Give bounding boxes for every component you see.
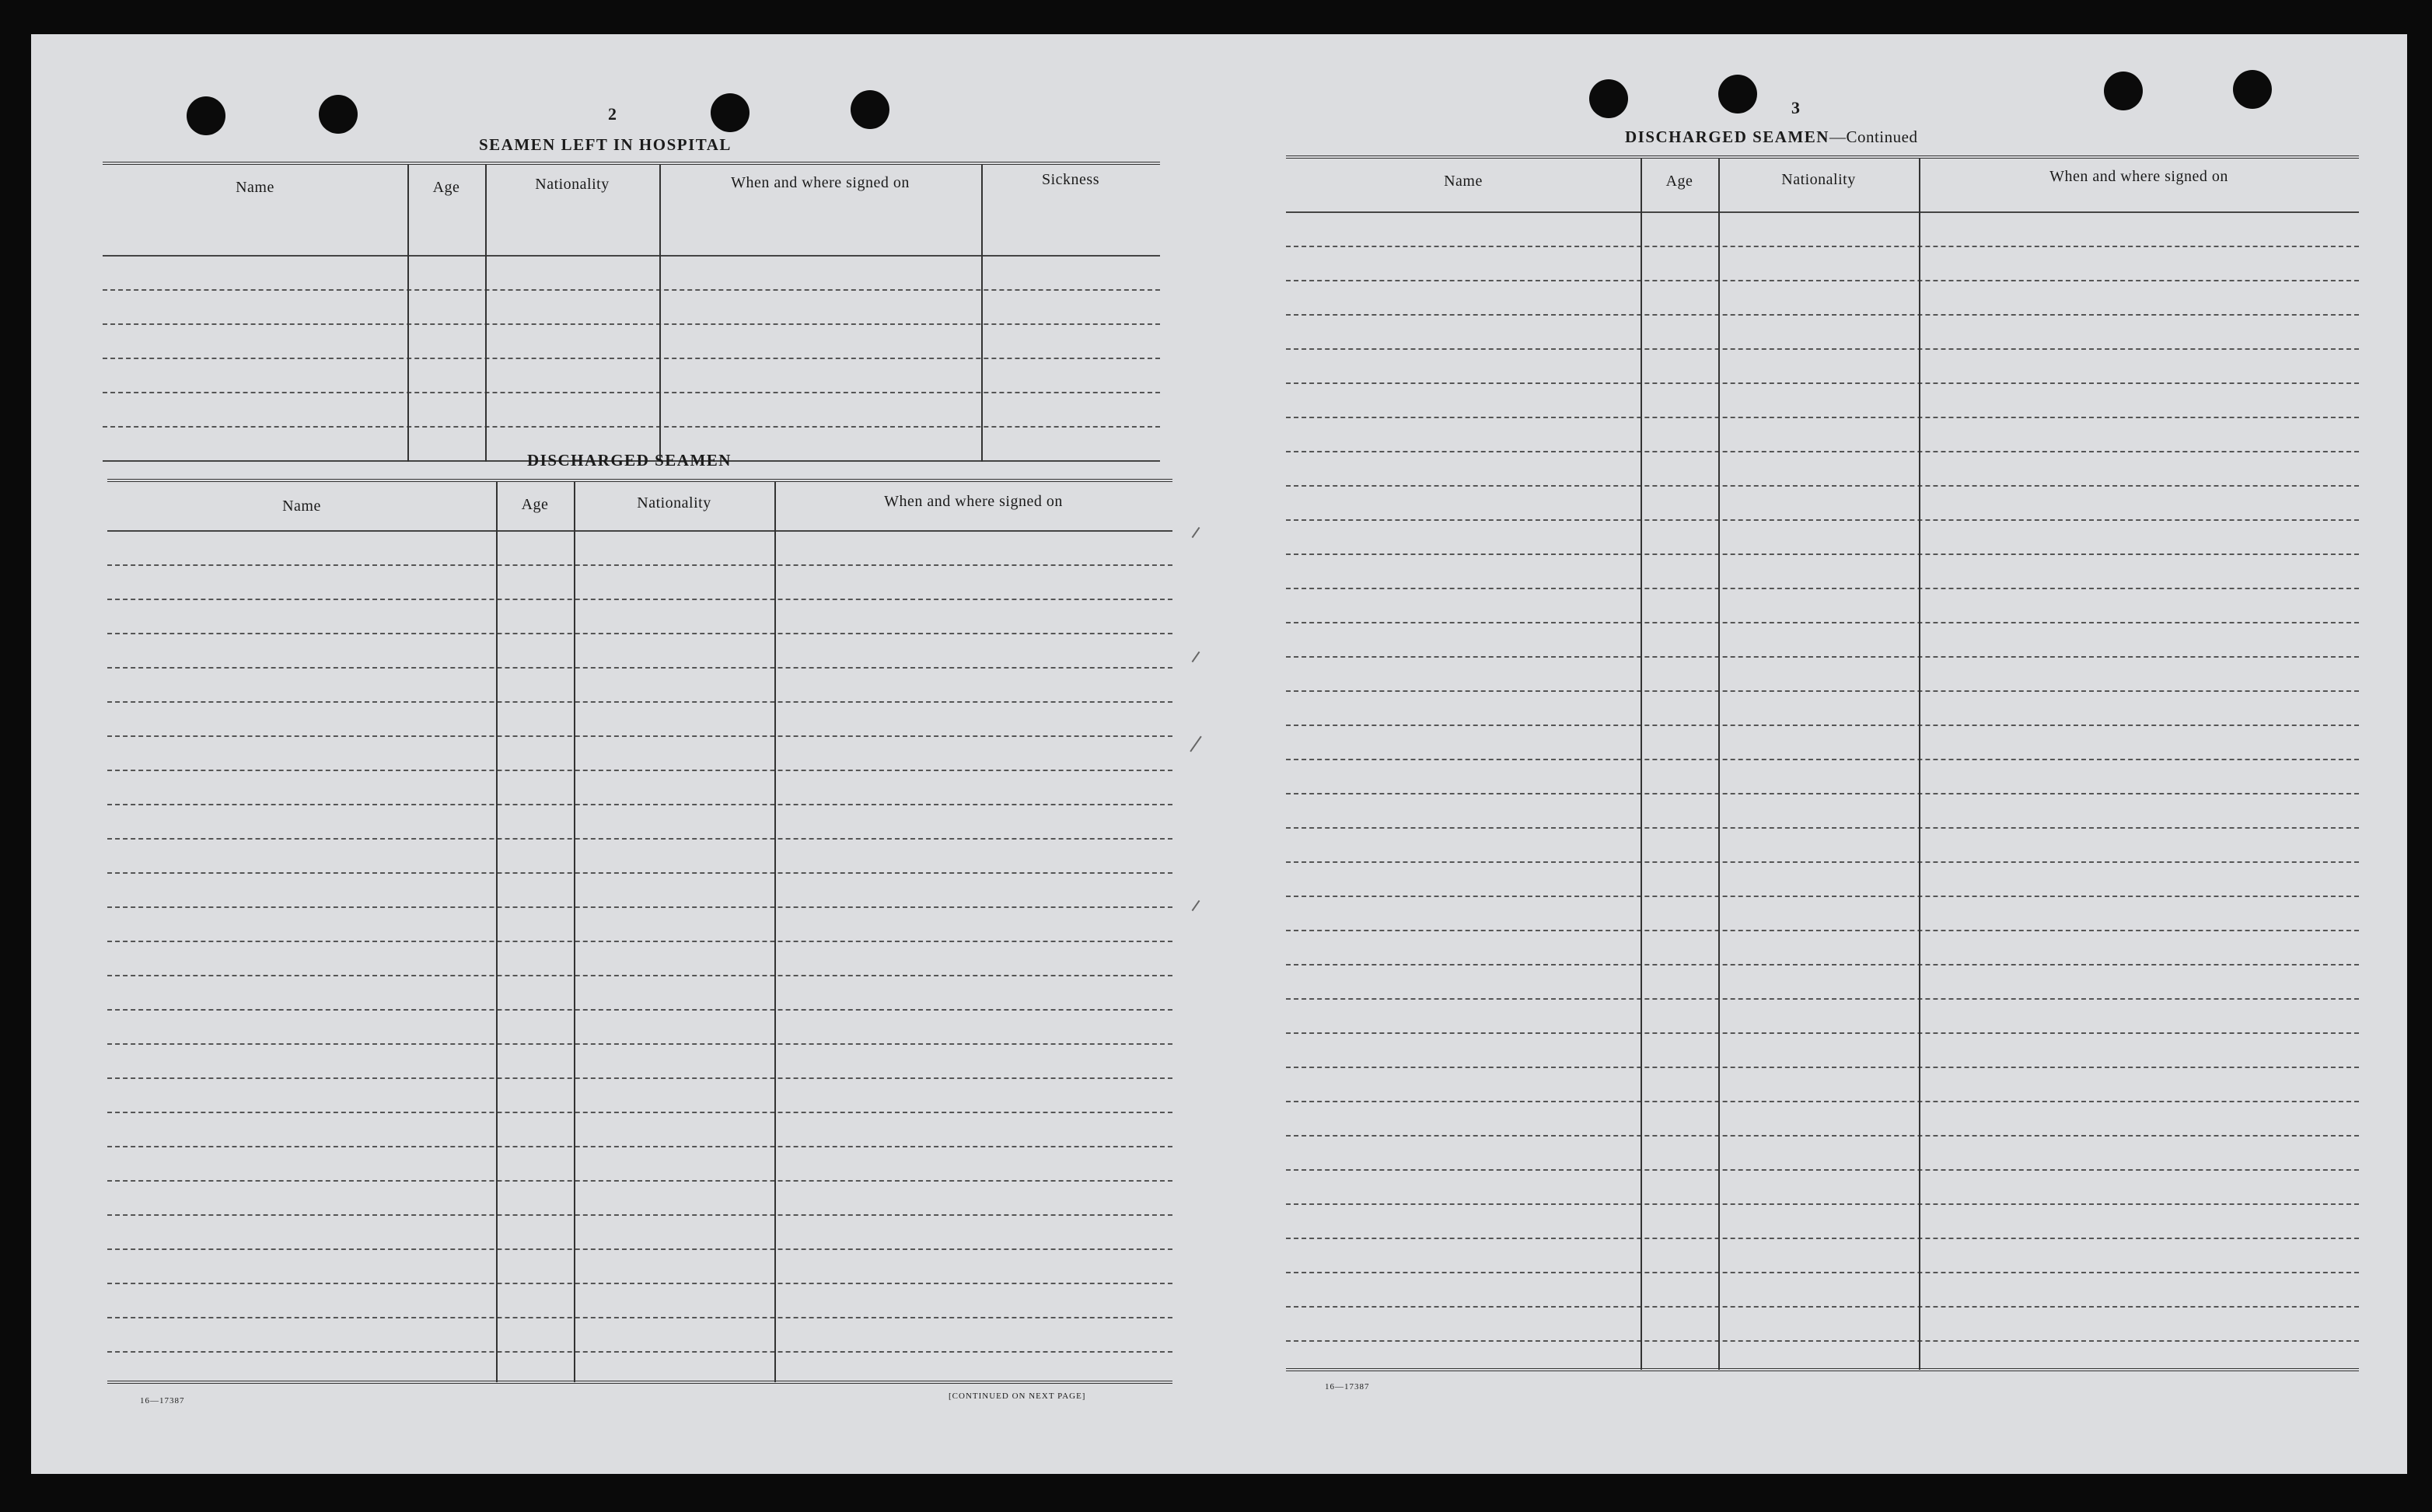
table-row-rule — [103, 392, 1160, 393]
table-row-rule — [107, 1043, 1172, 1045]
table-row-rule — [107, 701, 1172, 703]
table-row-rule — [1286, 1272, 2359, 1273]
fold-mark — [1192, 651, 1200, 662]
table-row-rule — [103, 289, 1160, 291]
column-header-name: Name — [282, 498, 321, 515]
table-row-rule — [107, 667, 1172, 669]
table-row-rule — [1286, 1032, 2359, 1034]
table-row-rule — [1286, 793, 2359, 794]
table-top-rule — [1286, 155, 2359, 159]
table-row-rule — [103, 426, 1160, 428]
column-header-nationality: Nationality — [535, 176, 610, 193]
table-row-rule — [107, 1351, 1172, 1353]
table-row-rule — [107, 1009, 1172, 1011]
table-row-rule — [107, 1317, 1172, 1318]
table-row-rule — [1286, 827, 2359, 829]
table-header-rule — [107, 530, 1172, 532]
table-row-rule — [103, 358, 1160, 359]
table-row-rule — [107, 941, 1172, 942]
table-bottom-rule — [1286, 1368, 2359, 1371]
table-row-rule — [1286, 622, 2359, 623]
table-header-rule — [1286, 211, 2359, 213]
table-row-rule — [107, 735, 1172, 737]
punch-hole — [187, 96, 225, 135]
table-row-rule — [107, 633, 1172, 634]
punch-hole — [2233, 70, 2272, 109]
fold-mark — [1192, 527, 1200, 538]
table-row-rule — [1286, 417, 2359, 418]
table-row-rule — [107, 1283, 1172, 1284]
table-row-rule — [1286, 451, 2359, 452]
table-row-rule — [1286, 690, 2359, 692]
table-row-rule — [107, 804, 1172, 805]
table-row-rule — [107, 906, 1172, 908]
table-row-rule — [107, 872, 1172, 874]
ledger-sheet — [31, 34, 2407, 1474]
discharged-table-right — [1286, 155, 2359, 1373]
punch-hole — [319, 95, 358, 134]
hospital-section-title: SEAMEN LEFT IN HOSPITAL — [479, 135, 732, 154]
column-header-sickness: Sickness — [1042, 171, 1099, 188]
column-divider — [1641, 159, 1642, 1370]
fold-mark — [1190, 736, 1201, 753]
table-row-rule — [1286, 1135, 2359, 1137]
table-row-rule — [107, 1146, 1172, 1147]
discharged-table-left — [107, 479, 1172, 1385]
hospital-table — [103, 162, 1160, 465]
continued-note: [CONTINUED ON NEXT PAGE] — [949, 1392, 1086, 1401]
table-row-rule — [1286, 280, 2359, 281]
table-row-rule — [1286, 1340, 2359, 1342]
table-row-rule — [107, 564, 1172, 566]
table-row-rule — [107, 1112, 1172, 1113]
fold-mark — [1192, 900, 1200, 911]
right-section-title — [1625, 127, 1917, 147]
column-header-name: Name — [236, 179, 274, 196]
column-header-name: Name — [1444, 173, 1483, 190]
table-row-rule — [1286, 861, 2359, 863]
table-row-rule — [1286, 759, 2359, 760]
column-header-signed-on: When and where signed on — [2049, 168, 2228, 185]
table-row-rule — [107, 770, 1172, 771]
column-header-age: Age — [521, 496, 549, 513]
right-title-main: DISCHARGED SEAMEN — [1625, 127, 1829, 146]
column-header-age: Age — [1665, 173, 1693, 190]
punch-hole — [851, 90, 889, 129]
table-row-rule — [1286, 1169, 2359, 1171]
column-header-age: Age — [432, 179, 460, 196]
table-top-rule — [103, 162, 1160, 165]
table-row-rule — [1286, 896, 2359, 897]
table-row-rule — [103, 323, 1160, 325]
column-header-signed-on: When and where signed on — [884, 493, 1063, 510]
column-divider — [981, 165, 983, 462]
column-divider — [407, 165, 409, 462]
discharged-section-title: DISCHARGED SEAMEN — [527, 451, 732, 470]
table-row-rule — [1286, 348, 2359, 350]
table-row-rule — [107, 838, 1172, 840]
punch-hole — [1718, 75, 1757, 113]
right-form-number: 16—17387 — [1325, 1382, 1370, 1392]
left-form-number: 16—17387 — [140, 1396, 185, 1405]
column-divider — [496, 482, 498, 1382]
column-header-signed-on: When and where signed on — [731, 174, 910, 191]
table-row-rule — [1286, 964, 2359, 966]
table-row-rule — [1286, 930, 2359, 931]
table-row-rule — [107, 1248, 1172, 1250]
table-row-rule — [1286, 519, 2359, 521]
table-row-rule — [1286, 1238, 2359, 1239]
table-row-rule — [1286, 725, 2359, 726]
table-top-rule — [107, 479, 1172, 482]
table-row-rule — [107, 1180, 1172, 1182]
table-row-rule — [107, 1077, 1172, 1079]
column-divider — [1718, 159, 1720, 1370]
table-row-rule — [1286, 1101, 2359, 1102]
table-row-rule — [1286, 382, 2359, 384]
table-row-rule — [1286, 1203, 2359, 1205]
table-row-rule — [1286, 485, 2359, 487]
table-row-rule — [107, 975, 1172, 976]
column-divider — [659, 165, 661, 462]
column-divider — [574, 482, 575, 1382]
table-row-rule — [107, 599, 1172, 600]
punch-hole — [711, 93, 750, 132]
table-row-rule — [1286, 553, 2359, 555]
table-bottom-rule — [107, 1381, 1172, 1384]
right-page-number: 3 — [1791, 98, 1800, 117]
table-row-rule — [1286, 1306, 2359, 1308]
table-row-rule — [1286, 1067, 2359, 1068]
table-row-rule — [1286, 588, 2359, 589]
punch-hole — [1589, 79, 1628, 118]
punch-hole — [2104, 72, 2143, 110]
column-header-nationality: Nationality — [1781, 171, 1856, 188]
right-title-suffix: —Continued — [1829, 127, 1918, 146]
table-row-rule — [1286, 998, 2359, 1000]
column-divider — [485, 165, 487, 462]
table-row-rule — [1286, 314, 2359, 316]
table-row-rule — [107, 1214, 1172, 1216]
left-page-number: 2 — [608, 104, 617, 124]
table-header-rule — [103, 255, 1160, 257]
column-divider — [774, 482, 776, 1382]
table-row-rule — [1286, 656, 2359, 658]
column-header-nationality: Nationality — [637, 494, 711, 512]
table-row-rule — [1286, 246, 2359, 247]
column-divider — [1919, 159, 1920, 1370]
